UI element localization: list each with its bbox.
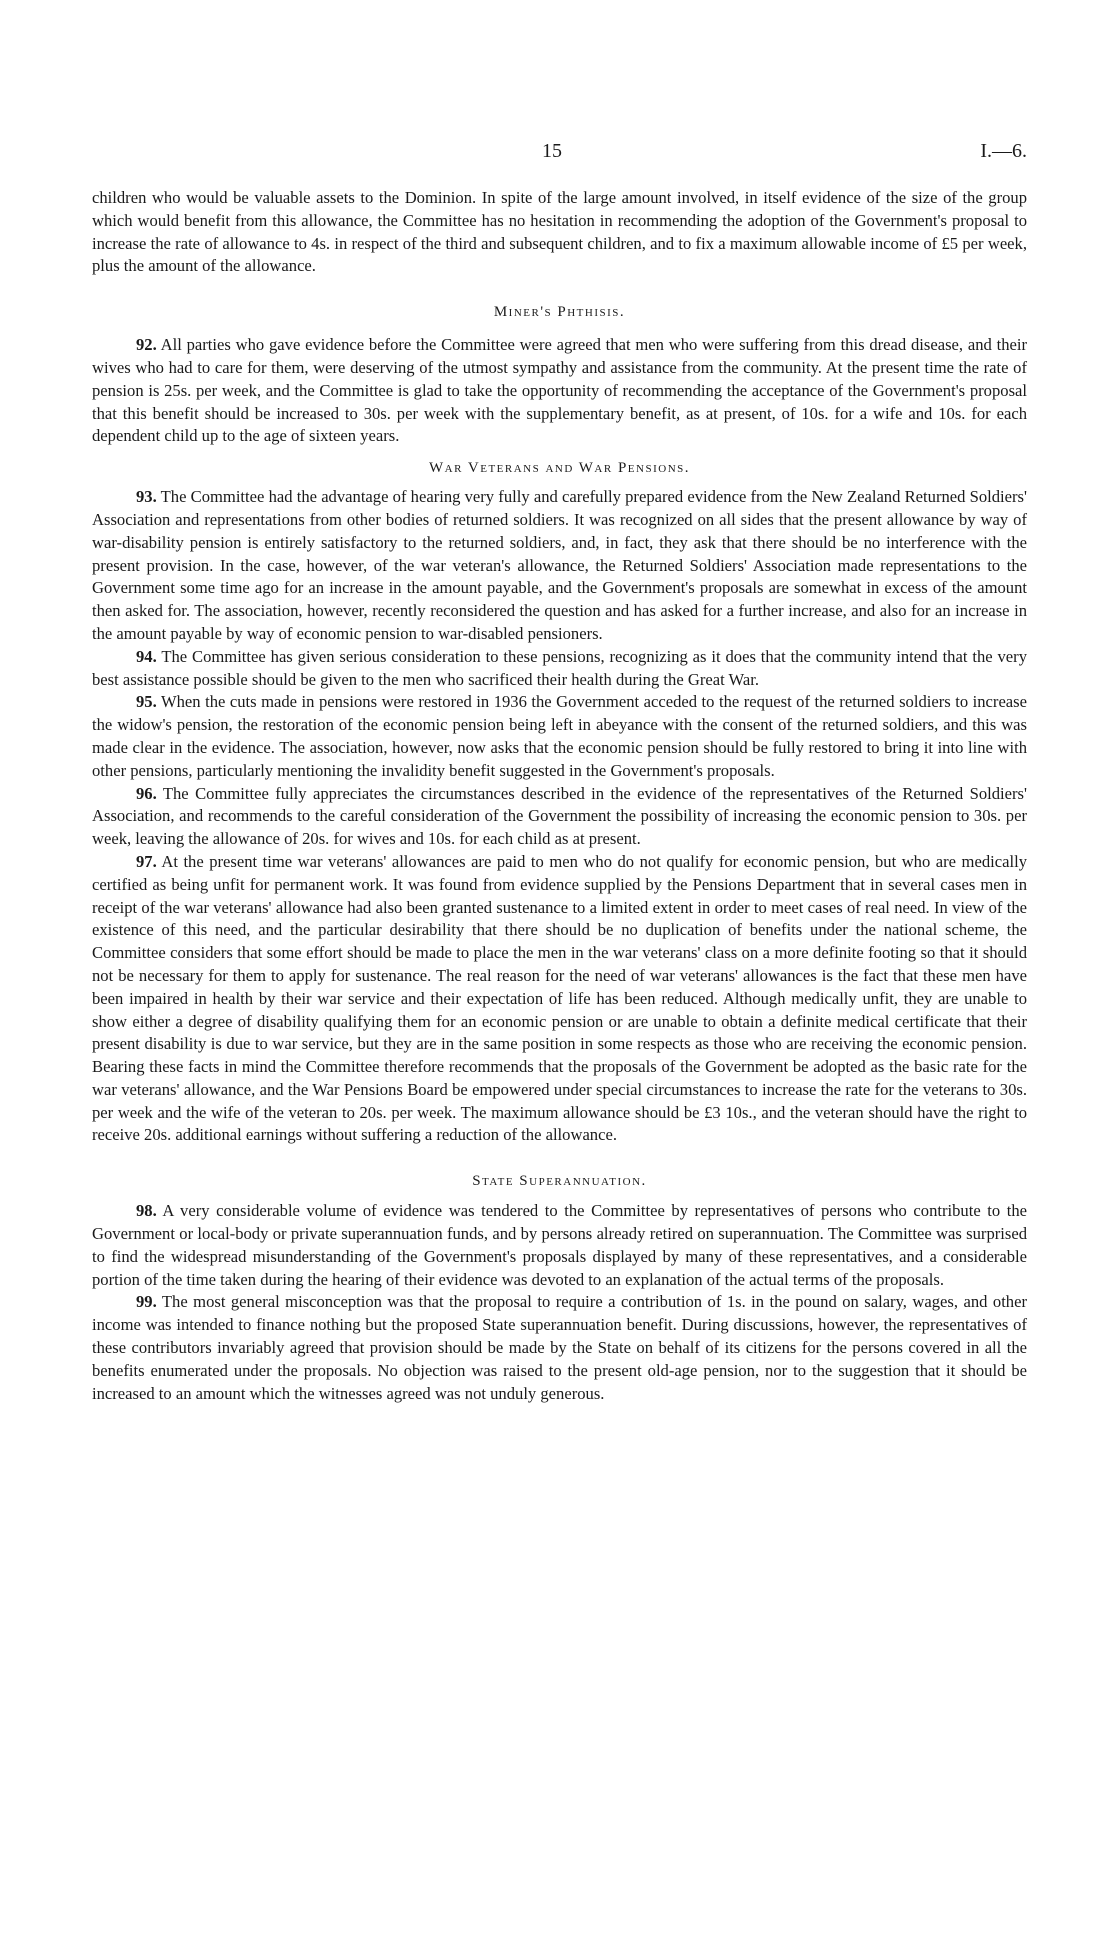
- paragraph-number: 94.: [136, 646, 157, 666]
- paragraph-text: The Committee fully appreciates the circumstances described in the evidence of the representatives of the Returned Soldiers' Association, and recommends to the careful consideration of the Government the possibility of increasing the economic pension to 30s. per week, leaving the allowance of 20s. for wives and 10s. for each child as at present.: [92, 783, 1027, 849]
- paragraph-text: The Committee had the advantage of hearing very fully and carefully prepared evidence from the New Zealand Returned Soldiers' Association and representations from other bodies of returned soldiers. It was recognized on all sides that the present allowance by way of war-disability pension is entirely satisfactory to the returned soldiers, and, in fact, they ask that there should be no interference with the present provision. In the case, however, of the war veteran's allowance, the Returned Soldiers' Association made representations to the Government some time ago for an increase in the amount payable, and the Government's proposals are somewhat in excess of the amount then asked for. The association, however, recently reconsidered the question and has asked for a further increase, and also for an increase in the amount payable by way of economic pension to war-disabled pensioners.: [92, 487, 1027, 643]
- paragraph-number: 95.: [136, 692, 157, 712]
- paragraph-text: All parties who gave evidence before the Committee were agreed that men who were suffering from this dread disease, and their wives who had to care for them, were deserving of the utmost sympathy and assistance from the community. At the present time the rate of pension is 25s. per week, and the Committee is glad to take the opportunity of recommending the acceptance of the Government's proposal that this benefit should be increased to 30s. per week with the supplementary benefit, as at present, of 10s. for a wife and 10s. for each dependent child up to the age of sixteen years.: [92, 335, 1027, 446]
- paragraph-text: The Committee has given serious consideration to these pensions, recognizing as it does that the community intend that the very best assistance possible should be given to the men who sacrificed their health during the Great War.: [92, 646, 1027, 689]
- page-reference: I.—6.: [980, 140, 1027, 162]
- paragraph-text: A very considerable volume of evidence was tendered to the Committee by representatives of persons who contribute to the Government or local-body or private superannuation funds, and by persons already retired on superannuation. The Committee was surprised to find the widespread misunderstanding of the Government's proposals displayed by many of these representatives, and a considerable portion of the time taken during the hearing of their evidence was devoted to an explanation of the actual terms of the proposals.: [92, 1201, 1027, 1289]
- section-heading-miners-phthisis: Miner's Phthisis.: [493, 304, 626, 321]
- section-heading-war-veterans: War Veterans and War Pensions.: [428, 460, 691, 477]
- page-number: 15: [542, 140, 562, 162]
- document-page: [92, 0, 1027, 1403]
- paragraph-number: 97.: [136, 851, 157, 871]
- paragraph-94: [92, 646, 1027, 692]
- paragraph-text: When the cuts made in pensions were restored in 1936 the Government acceded to the request of the returned soldiers to increase the widow's pension, the restoration of the economic pension being left in abeyance with the consent of the returned soldiers, and this was made clear in the evidence. The association, however, now asks that the economic pension should be fully restored to bring it into line with other pensions, particularly mentioning the invalidity benefit suggested in the Government's proposals.: [92, 692, 1027, 780]
- paragraph-text: The most general misconception was that the proposal to require a contribution of 1s. in the pound on salary, wages, and other income was intended to finance nothing but the proposed State superannuation benefit. During discussions, however, the representatives of these contributors invariably agreed that provision should be made by the State on behalf of its citizens for the persons covered in all the benefits enumerated under the proposals. No objection was raised to the present old-age pension, nor to the suggestion that it should be increased to an amount which the witnesses agreed was not unduly generous.: [92, 1292, 1027, 1403]
- paragraph-number: 92.: [136, 335, 157, 355]
- paragraph-text: At the present time war veterans' allowances are paid to men who do not qualify for economic pension, but who are medically certified as being unfit for permanent work. It was found from evidence supplied by the Pensions Department that in several cases men in receipt of the war veterans' allowance had also been granted sustenance to a limited extent in order to meet cases of real need. In view of the existence of this need, and the particular desirability that there should be no duplication of benefits under the national scheme, the Committee considers that some effort should be made to place the men in the war veterans' class on a more definite footing so that it should not be necessary for them to apply for sustenance. The real reason for the need of war veterans' allowances is the fact that these men have been impaired in health by their war service and their expectation of life has been reduced. Although medically unfit, they are unable to show either a degree of disability qualifying them for an economic pension or are unable to obtain a definite medical certificate that their present disability is due to war service, but they are in the same position in some respects as those who are receiving the economic pension. Bearing these facts in mind the Committee therefore recommends that the proposals of the Government be adopted as the basic rate for the war veterans' allowance, and the War Pensions Board be empowered under special circumstances to increase the rate for the veterans to 30s. per week and the wife of the veteran to 20s. per week. The maximum allowance should be £3 10s., and the veteran should have the right to receive 20s. additional earnings without suffering a reduction of the allowance.: [92, 851, 1027, 1145]
- paragraph-number: 98.: [136, 1201, 157, 1221]
- document-body: [92, 187, 1027, 1405]
- paragraph-92: [92, 334, 1027, 448]
- paragraph-95: [92, 691, 1027, 782]
- paragraph-number: 96.: [136, 783, 157, 803]
- intro-paragraph: children who would be valuable assets to the Dominion. In spite of the large amount involved, in itself evidence of the size of the group which would benefit from this allowance, the Committee has no hesitation in recommending the adoption of the Government's proposal to increase the rate of allowance to 4s. in respect of the third and subsequent children, and to fix a maximum allowable income of £5 per week, plus the amount of the allowance.: [92, 188, 1027, 276]
- paragraph-number: 99.: [136, 1292, 157, 1312]
- paragraph-93: [92, 486, 1027, 646]
- section-heading-state-superannuation: State Superannuation.: [472, 1173, 647, 1190]
- paragraph-99: [92, 1291, 1027, 1405]
- paragraph-number: 93.: [136, 487, 157, 507]
- paragraph-97: [92, 851, 1027, 1147]
- paragraph-96: [92, 783, 1027, 851]
- paragraph-98: [92, 1200, 1027, 1291]
- page-header: [92, 0, 1027, 180]
